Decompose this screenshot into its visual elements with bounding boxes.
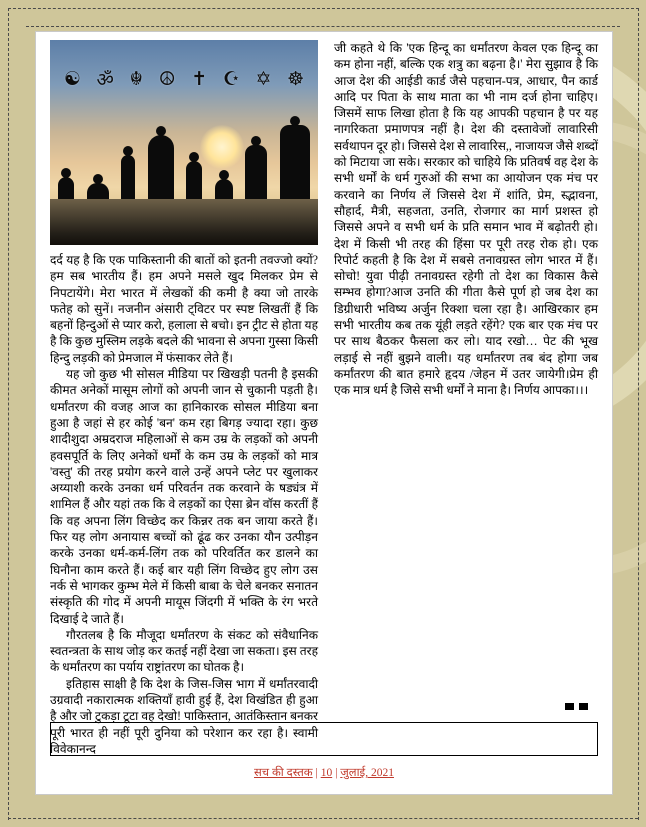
page-sheet — [36, 32, 612, 794]
figure-standing-7 — [245, 145, 267, 207]
magazine-page — [14, 14, 632, 814]
ground-silhouette — [50, 199, 318, 245]
crop-mark-right — [638, 8, 639, 820]
yin-yang-icon: ☯ — [63, 68, 81, 90]
footer-separator-right: | — [335, 767, 338, 779]
om-icon: ॐ — [96, 70, 114, 91]
footer-box — [50, 722, 598, 756]
magazine-name: सच की दस्तक — [254, 767, 313, 779]
dharma-wheel-icon: ☸ — [287, 68, 305, 90]
religious-symbols-row — [50, 66, 318, 92]
footer-credit — [50, 765, 598, 780]
right-column-text — [334, 40, 598, 399]
paragraph: इतिहास साक्षी है कि देश के जिस-जिस भाग में धर्मांतरवादी उग्रवादी नकारात्मक शक्तियाँ हावी हुई हैं, देश विखंडित ही हुआ है और जो टुकड़ा टूटा वह देखो! पाकिस्तान, आतंकिस्तान बनकर पूरी भारत ही नहीं पूरी दुनिया को परेशान कर रहा है। स्वामी विवेकानन्द — [50, 676, 318, 756]
khanda-icon: ☬ — [129, 68, 143, 90]
paragraph: गौरतलब है कि मौजूदा धर्मांतरण के संकट को संवैधानिक स्वतन्त्रता के साथ जोड़ कर कतई नहीं देखा जा सकता। इस तरह के धर्मांतरण का पर्याय राष्ट्रांतरण का घोतक है। — [50, 627, 318, 675]
left-column-text — [50, 252, 318, 757]
peace-icon: ☮ — [158, 68, 176, 90]
figure-robed-4 — [148, 135, 174, 207]
left-column — [50, 40, 318, 756]
page-number: 10 — [320, 767, 333, 779]
crop-mark-left — [8, 8, 9, 820]
star-of-david-icon: ✡ — [255, 68, 272, 90]
issue-date: जुलाई, 2021 — [340, 767, 394, 779]
crop-mark-top-left — [8, 8, 639, 9]
religious-harmony-image — [50, 40, 318, 245]
footer-separator-left: | — [315, 767, 318, 779]
article-end-marks — [565, 703, 588, 710]
right-column — [334, 40, 598, 732]
cross-icon: ✝ — [191, 68, 208, 90]
crop-mark-inner-top — [26, 26, 620, 27]
two-column-body — [36, 32, 612, 756]
star-and-crescent-icon: ☪ — [222, 68, 240, 90]
paragraph: दर्द यह है कि एक पाकिस्तानी की बातों को इतनी तवज्जो क्यों? हम सब भारतीय हैं। हम अपने मसले खुद मिलकर प्रेम से निपटायेंगे। मेरा भारत में लेखकों की कमी है क्या जो तारके फतेह को सुनें। नजनीन अंसारी ट्विटर पर स्पष्ट लिखतीं हैं कि बहनों हिन्दुओं से प्यार करो, हलाला से बचो। इन ट्रीट से होता यह है कि कुछ मुस्लिम लड़के बदले की भावना से अपना गुस्सा किसी हिन्दु लड़की को प्रेमजाल में फंसाकर लेते हैं। — [50, 253, 318, 365]
crop-mark-bottom — [8, 818, 638, 819]
praying-figures-silhouettes — [50, 107, 318, 207]
figure-arms-raised-8 — [280, 125, 310, 207]
paragraph: जी कहते थे कि 'एक हिन्दू का धर्मांतरण केवल एक हिन्दू का कम होना नहीं, बल्कि एक शत्रु का बढ़ना है।' मेरा सुझाव है कि आज देश की आईडी कार्ड जैसे पहचान-पत्र, आधार, पैन कार्ड आदि पर पिता के साथ माता का भी नाम दर्ज होना चाहिए।जिसमें साफ लिखा होता है कि यह आपकी पहचान है पर यह नागरिकता प्रमाणपत्र नहीं है। देश की दस्तावेजों लावारिसी सर्वथापन दूर हो। जिससे देश से लावारिस,, नाजायज जैसे शब्दों को मिटाया जा सके। सरकार को चाहिये कि प्रतिवर्ष वह देश के सभी धर्मों के धर्म गुरुओं की सभा का आयोजन एक मंच पर करवाने का निर्णय लें जिससे देश में शांति, प्रेम, स्द्भावना, सौहार्द, मैत्री, सहजता, उनति, रोजगार का मार्ग प्रशस्त हो जिससे अपने व सभी धर्म के प्रति समान भाव में बढ़ोतरी हो। देश में किसी भी तरह की हिंसा पर पूरी तरह रोक हो। एक रिपोर्ट कहती है कि देश में सबसे तनावग्रस्त लोग भारत में हैं। सोचो! युवा पीढ़ी तनावग्रस्त रहेगी तो देश का विकास कैसे सम्भव होगा?आज उनति की गीता कैसे पूर्ण हो जब देश का डिग्रीधारी भविष्य अर्जुन रिक्शा चला रहा है। आखिरकार हम सभी भारतीय कब तक यूंही लड़ते रहेंगे? एक बार एक मंच पर पर साथ बैठकर फैसला कर लो। याद रखो… पेट की भूख लड़ाई से नहीं बुझने वाली। यह धर्मांतरण तब बंद होगा जब कर्मांतरण की बात हमारे हृदय /जेहन में उतर जायेगी।प्रेम ही एक मात्र धर्म है जिसे सभी धर्मों ने माना है। निर्णय आपका।।। — [334, 41, 598, 398]
paragraph: यह जो कुछ भी सोसल मीडिया पर खिखड़ी पतनी है इसकी कीमत अनेकों मासूम लोगों को अपनी जान से चुकानी पड़ती है। धर्मांतरण की वजह आज का हानिकारक सोसल मीडिया बना हुआ है जहां से हर कोई 'बन' कम रहा बिगड़ ज्यादा रहा। कुछ शादीशुदा अम्रदराज महिलाओं से कम उम्र के लड़कों को अपनी हवसपूर्ति के लिए अनेकों धर्मों के कम उम्र के लड़कों को मात्र 'वस्तु' की तरह प्रयोग करने वाले उन्हें अपने प्लेट पर खुलाकर अय्याशी करके उनका धर्म परिवर्तन तक करवाने के षड्यंत्र में शामिल हैं और यहां तक कि वे लड़कों का ऐसा ब्रेन वॉस करतीं हैं कि वह अपना लिंग विच्छेद कर किन्नर तक बन जाया करते हैं। फिर यह लोग अनायास बच्चों को ढूंढ कर उनका यौन उत्पीड़न करके उनका धर्म-कर्म-लिंग तक को परिवर्तित कर डालने का घिनौना काम करते हैं। कई बार यही लिंग विच्छेद हुए लोग उस नर्क से भागकर कुम्भ मेले में किसी बाबा के चेले बनकर सनातन संस्कृति की गोद में अपनी मायूस जिंदगी में भक्ति के रंग भरते दिखाई दे जाते हैं। — [50, 367, 318, 626]
